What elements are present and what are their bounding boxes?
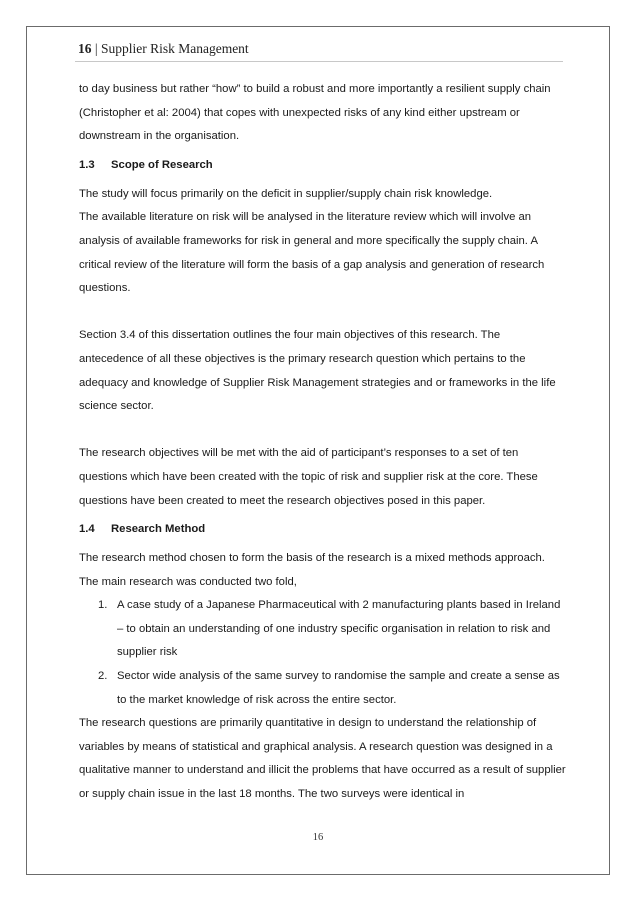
header-title: Supplier Risk Management (100, 41, 249, 56)
section-number: 1.4 (79, 523, 95, 536)
section-number: 1.3 (79, 158, 95, 171)
section-heading-1-4 (79, 517, 567, 541)
paragraph-gap (79, 419, 567, 443)
paragraph-gap (79, 301, 567, 325)
header-separator: | (94, 41, 98, 56)
header-rule (75, 61, 563, 62)
document-page (26, 26, 610, 875)
document-body (79, 78, 567, 807)
paragraph-quantitative: The research questions are primarily quantitative in design to understand the relationship of variables by means of statistical and graphical analysis. A research question was designed in a qualitative manner to understand and illicit the problems that have occurred as a result of supplier or supply chain issue in the last 18 months. The two surveys were identical in (79, 717, 566, 801)
paragraph-scope-line1: The study will focus primarily on the deficit in supplier/supply chain risk knowledge. (79, 187, 493, 200)
list-item (79, 594, 567, 665)
paragraph-intro-continuation: to day business but rather “how” to build a robust and more importantly a resilient supply chain (Christopher et al: 2004) that copes with unexpected risks of any kind either upstream or downstream in the organisation. (79, 83, 551, 143)
section-title: Research Method (111, 523, 206, 536)
running-header (78, 41, 249, 57)
list-item (79, 665, 567, 712)
section-heading-1-3 (79, 153, 567, 177)
paragraph-method: The research method chosen to form the basis of the research is a mixed methods approach. The main research was conducted two fold, (79, 552, 545, 588)
paragraph-scope: The available literature on risk will be analysed in the literature review which will involve an analysis of available frameworks for risk in general and more specifically the supply chain. A critical review of the literature will form the basis of a gap analysis and generation of research questions. (79, 211, 545, 295)
paragraph-research-questions: The research objectives will be met with the aid of participant’s responses to a set of ten questions which have been created with the topic of risk and supplier risk at the core. These questions have been created to meet the research objectives posed in this paper. (79, 447, 538, 507)
footer-page-number: 16 (312, 832, 324, 843)
method-list (79, 594, 567, 712)
list-number: 1. (98, 599, 108, 612)
header-page-number: 16 (78, 41, 92, 56)
list-text: A case study of a Japanese Pharmaceutical with 2 manufacturing plants based in Ireland – to obtain an understanding of one industry specific organisation in relation to risk and supplier risk (117, 599, 561, 659)
list-number: 2. (98, 670, 108, 683)
paragraph-objectives: Section 3.4 of this dissertation outlines the four main objectives of this research. The antecedence of all these objectives is the primary research question which pertains to the adequacy and knowledge of Supplier Risk Management strategies and or frameworks in the life science sector. (79, 329, 556, 413)
section-title: Scope of Research (111, 158, 213, 171)
list-text: Sector wide analysis of the same survey to randomise the sample and create a sense as to the market knowledge of risk across the entire sector. (117, 670, 560, 706)
